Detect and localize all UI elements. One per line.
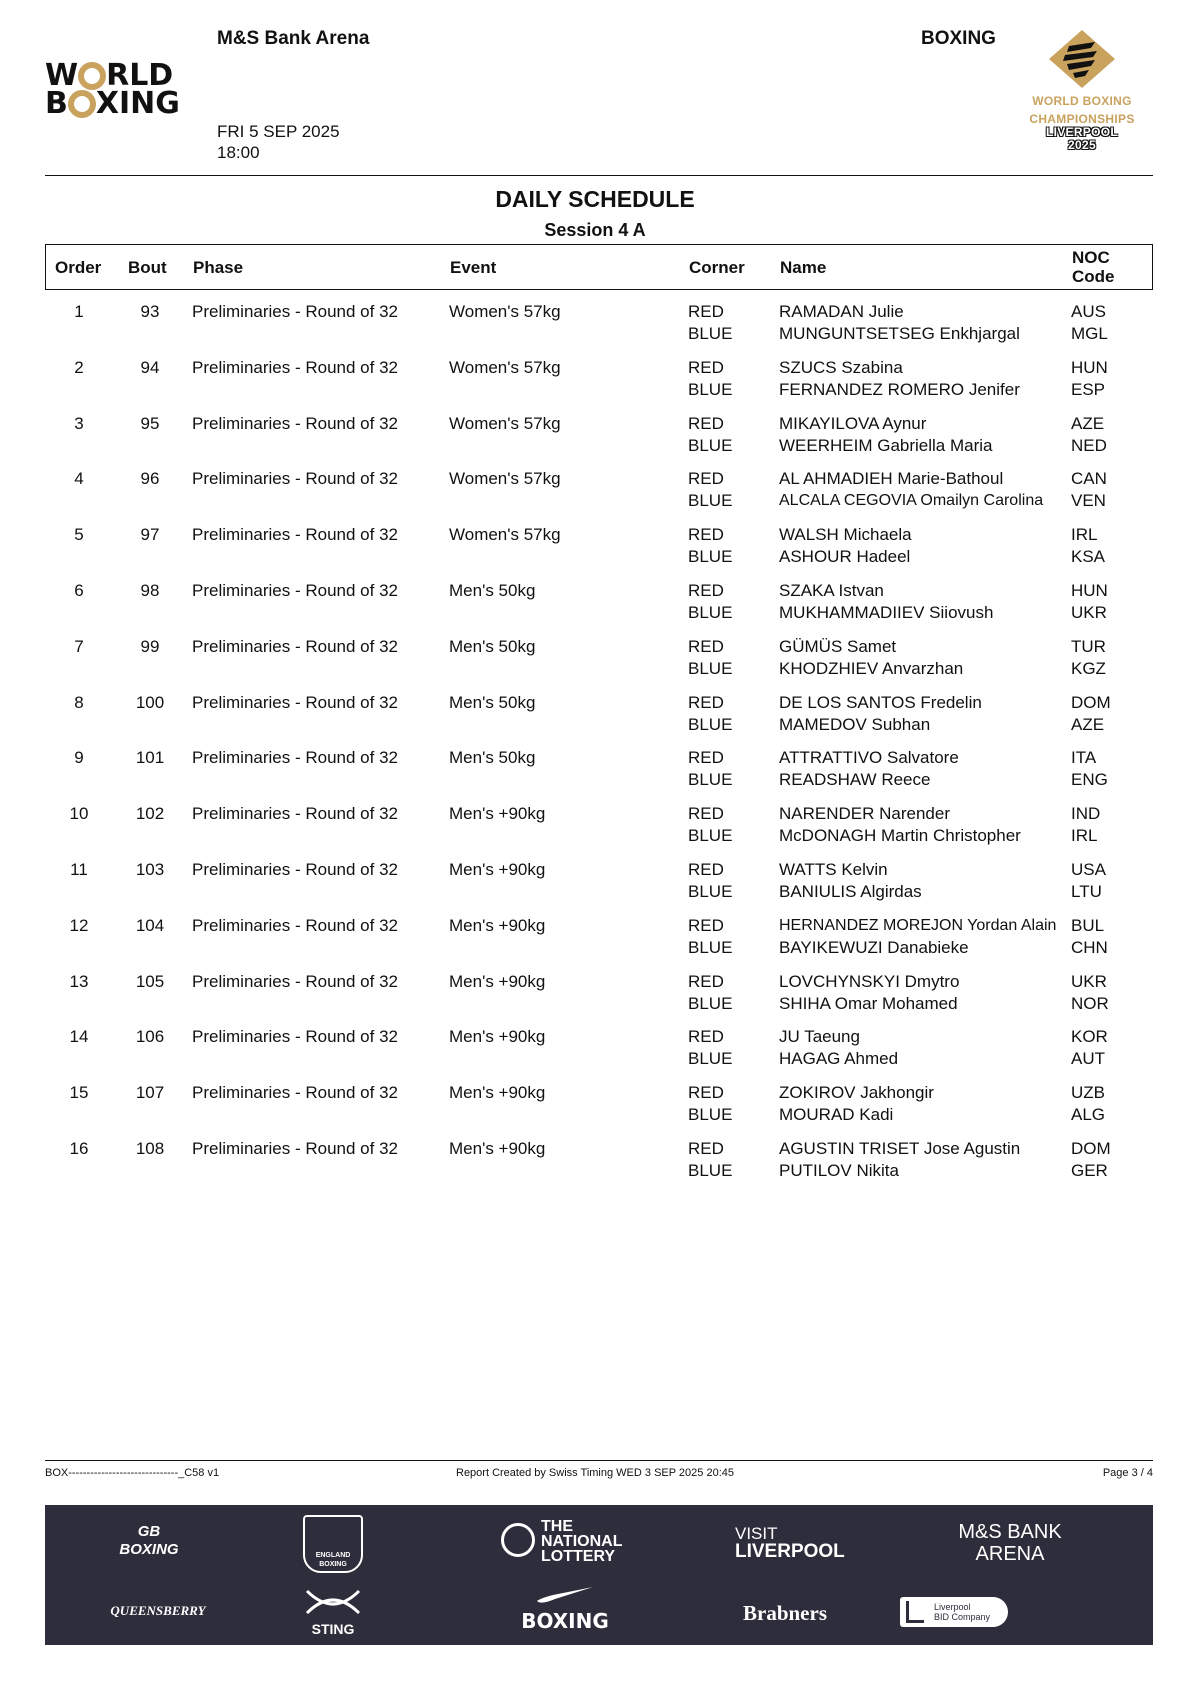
red-boxer-name: WATTS Kelvin (779, 859, 888, 879)
sponsor-band (45, 1505, 1153, 1645)
table-row (45, 747, 1153, 803)
corner-blue: BLUE (688, 770, 733, 790)
national-lottery-logo: THE NATIONAL LOTTERY (493, 1519, 633, 1564)
bouts-table (45, 301, 1153, 1194)
ms-bank-arena-logo: M&S BANK ARENA (958, 1521, 1062, 1565)
corner-red: RED (688, 748, 724, 768)
red-noc-code: UZB (1071, 1083, 1105, 1103)
table-row (45, 357, 1153, 413)
corner-blue: BLUE (688, 547, 733, 567)
bout-event: Men's +90kg (449, 1138, 546, 1158)
table-row (45, 971, 1153, 1027)
boxer-names (779, 1082, 934, 1126)
boxer-names (779, 971, 959, 1015)
session-date: FRI 5 SEP 2025 (217, 122, 340, 141)
session-datetime (217, 121, 340, 163)
corner-blue: BLUE (688, 993, 733, 1013)
bout-order: 3 (74, 413, 84, 433)
bout-phase: Preliminaries - Round of 32 (192, 1027, 398, 1047)
boxer-names (779, 580, 993, 624)
bout-order: 10 (69, 804, 89, 824)
venue-name: M&S Bank Arena (217, 28, 370, 49)
bout-number: 99 (140, 636, 160, 656)
col-name: Name (780, 258, 827, 277)
red-boxer-name: GÜMÜS Samet (779, 636, 897, 656)
bout-event: Women's 57kg (449, 469, 561, 489)
corner-cell (688, 468, 732, 512)
boxer-names (779, 692, 982, 736)
blue-boxer-name: MOURAD Kadi (779, 1105, 894, 1125)
bout-event: Men's 50kg (449, 636, 536, 656)
report-created: Report Created by Swiss Timing WED 3 SEP 2025 20:45 (456, 1467, 734, 1479)
col-phase: Phase (193, 258, 244, 277)
bout-number: 103 (135, 859, 165, 879)
session-subtitle: Session 4 A (544, 220, 646, 240)
corner-cell (688, 413, 732, 457)
bout-number: 97 (140, 525, 160, 545)
boxer-names (779, 1138, 1020, 1182)
red-boxer-name: HERNANDEZ MOREJON Yordan Alain (779, 916, 1057, 934)
blue-noc-code: ENG (1071, 770, 1108, 790)
championships-logo: WORLD BOXING CHAMPIONSHIPS LIVERPOOL 2025 (1012, 28, 1152, 163)
nike-swoosh-icon (535, 1585, 595, 1605)
bout-phase: Preliminaries - Round of 32 (192, 1138, 398, 1158)
corner-blue: BLUE (688, 379, 733, 399)
bout-phase: Preliminaries - Round of 32 (192, 1083, 398, 1103)
red-noc-code: AUS (1071, 302, 1106, 321)
bout-number: 100 (135, 692, 165, 712)
red-noc-code: ITA (1071, 748, 1097, 768)
corner-red: RED (688, 413, 724, 433)
boxer-names (779, 413, 993, 457)
bout-order: 2 (74, 357, 84, 377)
bout-number: 104 (135, 915, 165, 935)
bout-order: 16 (69, 1138, 89, 1158)
red-boxer-name: ZOKIROV Jakhongir (779, 1083, 934, 1103)
corner-cell (688, 747, 732, 791)
corner-red: RED (688, 302, 724, 321)
boxer-names (779, 803, 1021, 847)
boxer-names (779, 1026, 898, 1070)
blue-noc-code: IRL (1071, 826, 1098, 846)
corner-cell (688, 859, 732, 903)
red-boxer-name: MIKAYILOVA Aynur (779, 413, 927, 433)
corner-blue: BLUE (688, 714, 733, 734)
corner-blue: BLUE (688, 881, 733, 901)
bout-number: 98 (140, 580, 160, 600)
red-noc-code: AZE (1071, 413, 1105, 433)
queensberry-logo: QUEENSBERRY (110, 1603, 206, 1618)
bout-number: 102 (135, 804, 165, 824)
bout-phase: Preliminaries - Round of 32 (192, 804, 398, 824)
noc-codes (1071, 971, 1109, 1015)
col-bout: Bout (128, 258, 167, 277)
blue-noc-code: LTU (1071, 881, 1102, 901)
blue-boxer-name: READSHAW Reece (779, 770, 931, 790)
blue-boxer-name: ASHOUR Hadeel (779, 547, 911, 567)
bout-phase: Preliminaries - Round of 32 (192, 748, 398, 768)
corner-blue: BLUE (688, 658, 733, 678)
table-row (45, 413, 1153, 469)
session-time: 18:00 (217, 143, 260, 162)
blue-boxer-name: FERNANDEZ ROMERO Jenifer (779, 379, 1020, 399)
bout-event: Men's +90kg (449, 859, 546, 879)
corner-cell (688, 580, 732, 624)
bout-phase: Preliminaries - Round of 32 (192, 915, 398, 935)
noc-codes (1071, 580, 1108, 624)
bout-number: 96 (140, 469, 160, 489)
corner-red: RED (688, 859, 724, 879)
boxer-names (779, 468, 1043, 512)
red-boxer-name: DE LOS SANTOS Fredelin (779, 692, 982, 712)
corner-cell (688, 524, 732, 568)
england-boxing-logo: ENGLAND BOXING (303, 1515, 363, 1573)
bout-event: Women's 57kg (449, 525, 561, 545)
blue-boxer-name: ALCALA CEGOVIA Omailyn Carolina (779, 492, 1044, 510)
noc-codes (1071, 636, 1106, 680)
blue-noc-code: CHN (1071, 937, 1108, 957)
bout-order: 8 (74, 692, 84, 712)
noc-codes (1071, 859, 1106, 903)
boxer-names (779, 915, 1056, 959)
bout-event: Women's 57kg (449, 357, 561, 377)
blue-noc-code: MGL (1071, 324, 1108, 343)
corner-cell (688, 1138, 732, 1182)
bout-event: Men's +90kg (449, 915, 546, 935)
noc-codes (1071, 915, 1108, 959)
corner-cell (688, 636, 732, 680)
red-boxer-name: LOVCHYNSKYI Dmytro (779, 971, 960, 991)
blue-noc-code: NOR (1071, 993, 1109, 1013)
blue-noc-code: UKR (1071, 602, 1107, 622)
bout-order: 14 (69, 1027, 89, 1047)
noc-codes (1071, 357, 1108, 401)
corner-red: RED (688, 1027, 724, 1047)
bout-order: 7 (74, 636, 84, 656)
noc-codes (1071, 1082, 1105, 1126)
red-noc-code: IRL (1071, 525, 1098, 545)
bout-event: Men's +90kg (449, 1027, 546, 1047)
bout-phase: Preliminaries - Round of 32 (192, 971, 398, 991)
corner-cell (688, 1082, 732, 1126)
bout-number: 94 (140, 357, 160, 377)
corner-red: RED (688, 469, 724, 489)
corner-red: RED (688, 804, 724, 824)
bout-order: 13 (69, 971, 89, 991)
liverpool-bid-logo: Liverpool BID Company (900, 1597, 1008, 1627)
corner-blue: BLUE (688, 1049, 733, 1069)
col-order: Order (55, 258, 102, 277)
red-noc-code: DOM (1071, 692, 1111, 712)
bout-event: Women's 57kg (449, 413, 561, 433)
blue-boxer-name: McDONAGH Martin Christopher (779, 826, 1021, 846)
corner-red: RED (688, 580, 724, 600)
corner-red: RED (688, 692, 724, 712)
bout-phase: Preliminaries - Round of 32 (192, 636, 398, 656)
red-noc-code: UKR (1071, 971, 1107, 991)
table-row (45, 636, 1153, 692)
blue-noc-code: KSA (1071, 547, 1106, 567)
boxer-names (779, 524, 912, 568)
table-row (45, 468, 1153, 524)
corner-red: RED (688, 525, 724, 545)
bout-number: 108 (135, 1138, 165, 1158)
table-row (45, 301, 1153, 357)
table-row (45, 1138, 1153, 1194)
page-number: Page 3 / 4 (1102, 1467, 1153, 1479)
corner-red: RED (688, 915, 724, 935)
table-row (45, 580, 1153, 636)
bout-order: 1 (74, 302, 84, 321)
blue-noc-code: AZE (1071, 714, 1105, 734)
blue-boxer-name: MUKHAMMADIIEV Siiovush (779, 602, 994, 622)
red-boxer-name: RAMADAN Julie (779, 302, 904, 321)
bout-phase: Preliminaries - Round of 32 (192, 692, 398, 712)
red-boxer-name: AGUSTIN TRISET Jose Agustin (779, 1138, 1021, 1158)
bout-order: 11 (70, 859, 88, 879)
corner-blue: BLUE (688, 491, 733, 511)
bout-phase: Preliminaries - Round of 32 (192, 525, 398, 545)
table-row (45, 1026, 1153, 1082)
red-noc-code: HUN (1071, 357, 1108, 377)
lottery-fingers-icon (501, 1523, 535, 1557)
blue-boxer-name: MUNGUNTSETSEG Enkhjargal (779, 324, 1020, 343)
bout-event: Men's 50kg (449, 580, 536, 600)
red-boxer-name: AL AHMADIEH Marie-Bathoul (779, 469, 1004, 489)
noc-codes (1071, 1138, 1111, 1182)
bout-event: Men's +90kg (449, 971, 546, 991)
table-row (45, 524, 1153, 580)
noc-codes (1071, 692, 1111, 736)
red-noc-code: TUR (1071, 636, 1106, 656)
corner-blue: BLUE (688, 937, 733, 957)
red-boxer-name: JU Taeung (779, 1027, 860, 1047)
gb-boxing-logo: GB BOXING (119, 1523, 179, 1558)
bout-phase: Preliminaries - Round of 32 (192, 413, 398, 433)
bout-event: Men's 50kg (449, 748, 536, 768)
report-code: BOX------------------------------_C58 v1 (45, 1467, 220, 1479)
col-event: Event (450, 258, 497, 277)
noc-codes (1071, 468, 1107, 512)
bout-phase: Preliminaries - Round of 32 (192, 469, 398, 489)
table-row (45, 803, 1153, 859)
corner-cell (688, 692, 732, 736)
corner-cell (688, 915, 732, 959)
red-boxer-name: SZUCS Szabina (779, 357, 903, 377)
world-boxing-logo: W RLD B XING (45, 58, 180, 121)
corner-red: RED (688, 1083, 724, 1103)
blue-boxer-name: MAMEDOV Subhan (779, 714, 931, 734)
noc-codes (1071, 1026, 1108, 1070)
red-boxer-name: WALSH Michaela (779, 525, 912, 545)
corner-cell (688, 803, 732, 847)
table-row (45, 859, 1153, 915)
bout-number: 95 (140, 413, 160, 433)
bout-phase: Preliminaries - Round of 32 (192, 859, 398, 879)
corner-blue: BLUE (688, 435, 733, 455)
col-corner: Corner (689, 258, 745, 277)
blue-boxer-name: BANIULIS Algirdas (779, 881, 922, 901)
corner-blue: BLUE (688, 324, 733, 343)
corner-red: RED (688, 971, 724, 991)
col-noc-code: NOC Code (1072, 248, 1115, 286)
sting-logo: STING (303, 1587, 363, 1636)
red-boxer-name: ATTRATTIVO Salvatore (779, 748, 959, 768)
bout-order: 12 (69, 915, 89, 935)
blue-boxer-name: BAYIKEWUZI Danabieke (779, 937, 969, 957)
bout-order: 5 (74, 525, 84, 545)
bout-event: Men's +90kg (449, 1083, 546, 1103)
noc-codes (1071, 413, 1107, 457)
table-row (45, 692, 1153, 748)
noc-codes (1071, 747, 1108, 791)
boxer-names (779, 636, 963, 680)
visit-liverpool-logo: VISIT LIVERPOOL (735, 1524, 845, 1562)
bout-number: 107 (135, 1083, 165, 1103)
corner-cell (688, 357, 732, 401)
blue-boxer-name: WEERHEIM Gabriella Maria (779, 435, 993, 455)
bid-mark-icon (906, 1601, 924, 1623)
corner-blue: BLUE (688, 826, 733, 846)
red-noc-code: CAN (1071, 469, 1107, 489)
blue-noc-code: VEN (1071, 491, 1106, 511)
red-noc-code: DOM (1071, 1138, 1111, 1158)
bout-number: 106 (135, 1027, 165, 1047)
boxer-names (779, 859, 922, 903)
corner-red: RED (688, 636, 724, 656)
blue-boxer-name: SHIHA Omar Mohamed (779, 993, 958, 1013)
corner-blue: BLUE (688, 1105, 733, 1125)
header-divider (45, 175, 1153, 176)
diamond-emblem-icon (1047, 28, 1117, 90)
noc-codes (1071, 301, 1108, 345)
blue-noc-code: AUT (1071, 1049, 1105, 1069)
bout-order: 4 (74, 469, 84, 489)
blue-noc-code: ALG (1071, 1105, 1106, 1125)
corner-cell (688, 971, 732, 1015)
bout-event: Men's 50kg (449, 692, 536, 712)
brabners-logo: Brabners (743, 1601, 827, 1625)
corner-blue: BLUE (688, 1160, 733, 1180)
boxer-names (779, 747, 959, 791)
bout-phase: Preliminaries - Round of 32 (192, 357, 398, 377)
blue-boxer-name: KHODZHIEV Anvarzhan (779, 658, 964, 678)
table-row (45, 1082, 1153, 1138)
red-boxer-name: SZAKA Istvan (779, 580, 884, 600)
nike-boxing-logo: BOXING (515, 1585, 615, 1632)
blue-noc-code: KGZ (1071, 658, 1106, 678)
red-noc-code: KOR (1071, 1027, 1108, 1047)
boxer-names (779, 301, 1020, 345)
boxer-names (779, 357, 1020, 401)
red-noc-code: USA (1071, 859, 1106, 879)
page-title: DAILY SCHEDULE (495, 186, 695, 212)
corner-cell (688, 301, 732, 345)
blue-noc-code: GER (1071, 1160, 1108, 1180)
bout-event: Women's 57kg (449, 302, 561, 321)
noc-codes (1071, 524, 1105, 568)
bout-number: 105 (135, 971, 165, 991)
blue-noc-code: ESP (1071, 379, 1106, 399)
bout-event: Men's +90kg (449, 804, 546, 824)
bout-number: 101 (135, 748, 165, 768)
red-noc-code: BUL (1071, 915, 1105, 935)
corner-blue: BLUE (688, 602, 733, 622)
footer-divider (45, 1460, 1153, 1461)
blue-boxer-name: PUTILOV Nikita (779, 1160, 899, 1180)
bout-order: 6 (74, 580, 84, 600)
sport-name: BOXING (921, 28, 996, 49)
red-noc-code: IND (1071, 804, 1101, 824)
bout-order: 9 (74, 748, 84, 768)
table-header (45, 244, 1153, 290)
bout-order: 15 (69, 1083, 89, 1103)
bout-phase: Preliminaries - Round of 32 (192, 580, 398, 600)
table-row (45, 915, 1153, 971)
corner-cell (688, 1026, 732, 1070)
blue-boxer-name: HAGAG Ahmed (779, 1049, 899, 1069)
corner-red: RED (688, 357, 724, 377)
corner-red: RED (688, 1138, 724, 1158)
bout-number: 93 (140, 302, 160, 321)
sting-mark-icon (303, 1587, 363, 1617)
bout-phase: Preliminaries - Round of 32 (192, 302, 398, 321)
blue-noc-code: NED (1071, 435, 1107, 455)
logo-ring-icon (68, 90, 96, 118)
red-noc-code: HUN (1071, 580, 1108, 600)
noc-codes (1071, 803, 1100, 847)
red-boxer-name: NARENDER Narender (779, 804, 950, 824)
